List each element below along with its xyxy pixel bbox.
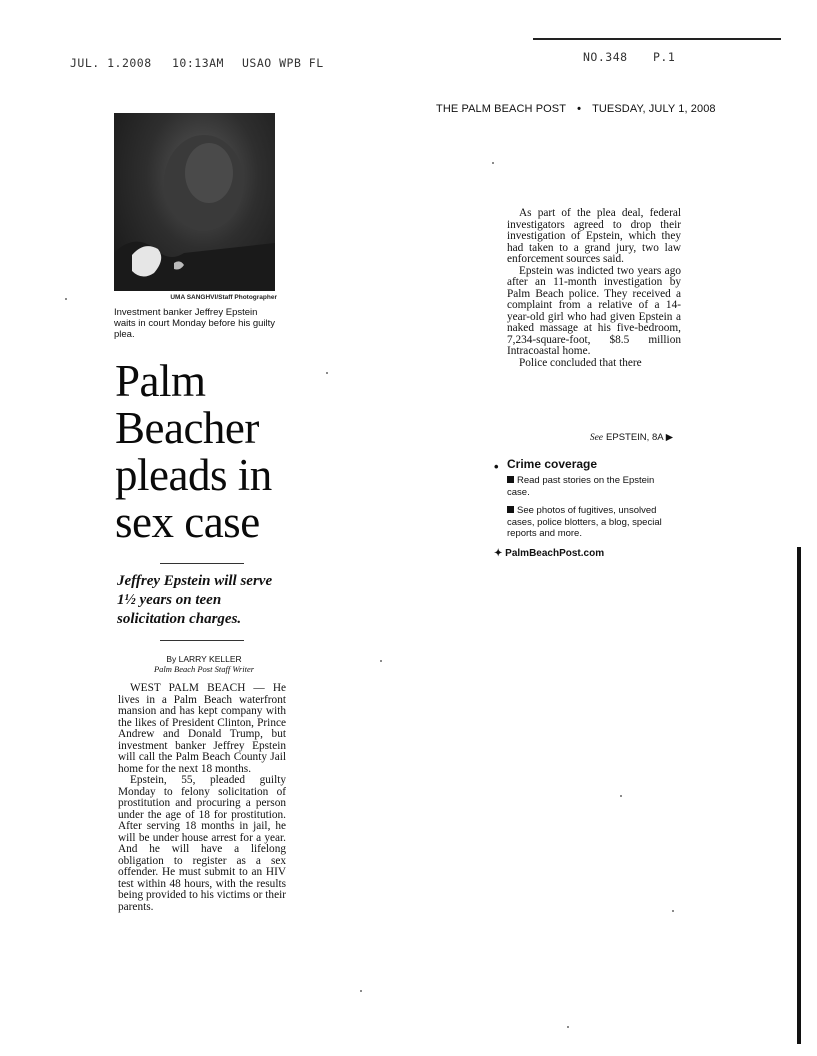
promo-item-text: See photos of fugitives, unsolved cases, police blotters, a blog, special reports and more. xyxy=(507,505,662,539)
article-paragraph: Epstein was indicted two years ago after an 11-month investigation by Palm Beach police. They received a complaint from a relative of a 14-year-old girl who had given Epstein a naked massage at his five-bedroom, 7,234-square-foot, $8.5 million Intracoastal home. xyxy=(507,264,681,357)
promo-item xyxy=(507,475,677,498)
photo-image xyxy=(114,113,275,291)
jump-line xyxy=(507,432,673,443)
square-bullet-icon xyxy=(507,476,514,483)
headline-line: pleads in xyxy=(115,450,272,500)
masthead xyxy=(436,103,716,115)
byline-author: By LARRY KELLER xyxy=(166,654,242,664)
fax-page: P.1 xyxy=(653,50,676,64)
byline-role: Palm Beach Post Staff Writer xyxy=(153,664,255,674)
scan-speck xyxy=(65,298,67,300)
promo-item-text: Read past stories on the Epstein case. xyxy=(507,475,655,498)
deck-rule-bottom xyxy=(160,640,244,641)
scan-edge-bar xyxy=(797,547,801,1044)
scan-speck xyxy=(380,660,382,662)
headline xyxy=(115,358,295,546)
photo-credit: UMA SANGHVI/Staff Photographer xyxy=(170,294,277,301)
jump-target: EPSTEIN, 8A xyxy=(606,432,664,443)
jump-arrow-icon: ▶ xyxy=(665,432,673,443)
photo-caption: Investment banker Jeffrey Epstein waits in court Monday before his guilty plea. xyxy=(114,307,276,340)
headline-line: sex case xyxy=(115,497,260,547)
promo-item xyxy=(507,505,677,540)
star-bullet-icon: ✦ xyxy=(494,548,503,559)
article-paragraph: As part of the plea deal, federal investigators agreed to drop their investigation of Epstein, which they had taken to a grand jury, two law enforcement sources said. xyxy=(507,207,681,265)
byline xyxy=(124,654,284,674)
scan-speck xyxy=(620,795,622,797)
masthead-bullet: • xyxy=(577,103,582,115)
masthead-date: TUESDAY, JULY 1, 2008 xyxy=(592,103,716,115)
promo-link-text[interactable]: PalmBeachPost.com xyxy=(505,548,605,559)
promo-bullet: • xyxy=(494,459,499,474)
fax-sender: USAO WPB FL xyxy=(242,56,324,70)
jump-see: See xyxy=(589,433,604,443)
promo-title: Crime coverage xyxy=(507,457,598,471)
headline-line: Beacher xyxy=(115,403,259,453)
article-column-right xyxy=(507,208,681,369)
masthead-paper: THE PALM BEACH POST xyxy=(436,103,567,115)
deck: Jeffrey Epstein will serve 1½ years on teen solicitation charges. xyxy=(117,573,273,627)
scan-speck xyxy=(672,910,674,912)
article-paragraph: WEST PALM BEACH — He lives in a Palm Beach waterfront mansion and has kept company with the likes of President Clinton, Prince Andrew and Donald Trump, but investment banker Jeffrey Epstein will call the Palm Beach County Jail home for the next 18 months. xyxy=(118,682,286,775)
scan-speck xyxy=(492,162,494,164)
deck-rule-top xyxy=(160,563,244,564)
article-paragraph: Police concluded that there xyxy=(519,356,642,369)
article-column-left xyxy=(118,683,286,913)
article-paragraph: Epstein, 55, pleaded guilty Monday to felony solicitation of prostitution and procuring a person under the age of 18 for prostitution. After serving 18 months in jail, he will be under house arrest for a year. And he will have a lifelong obligation to register as a sex offender. He must submit to an HIV test within 48 hours, with the results being provided to his victims or their parents. xyxy=(118,774,286,913)
headline-line: Palm xyxy=(115,356,206,406)
top-rule xyxy=(533,38,781,40)
scan-speck xyxy=(360,990,362,992)
square-bullet-icon xyxy=(507,506,514,513)
news-photo xyxy=(114,113,275,291)
fax-number: NO.348 xyxy=(583,50,628,64)
fax-time: 10:13AM xyxy=(172,56,224,70)
scan-speck xyxy=(567,1026,569,1028)
scan-speck xyxy=(326,372,328,374)
promo-link[interactable] xyxy=(494,548,604,559)
fax-date: JUL. 1.2008 xyxy=(70,56,152,70)
